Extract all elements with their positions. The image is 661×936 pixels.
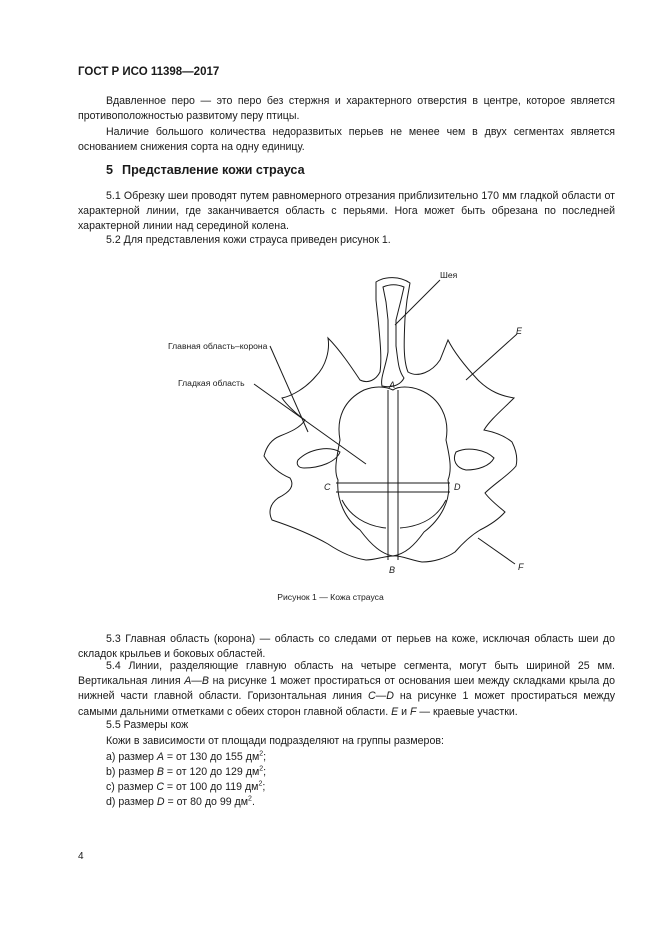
document-header: ГОСТ Р ИСО 11398—2017 (78, 66, 220, 78)
leader-neck (395, 280, 440, 325)
label-b: B (389, 565, 396, 575)
neck-inner-line (382, 285, 404, 387)
page-number: 4 (78, 851, 84, 862)
label-f: F (518, 562, 524, 572)
figure-caption: Рисунок 1 — Кожа страуса (277, 592, 384, 602)
size-item-d: d) размер D = от 80 до 99 $дм^2$. (106, 795, 255, 808)
label-e: E (516, 326, 523, 336)
section-5-title (106, 163, 305, 177)
label-c: C (324, 482, 331, 492)
label-d: D (454, 482, 461, 492)
section-number: 5 (106, 163, 114, 177)
size-item-c: c) размер C = от 100 до 119 $дм^2$; (106, 780, 266, 793)
leader-f (478, 538, 515, 564)
section-title-text: Представление кожи страуса (122, 163, 305, 177)
label-a: A (389, 380, 396, 390)
label-smooth: Гладкая область (178, 378, 245, 388)
paragraph-5-1: 5.1 Обрезку шеи проводят путем равномерного отрезания приблизительно 170 мм гладкой области от характерной линии, где заканчивается область с перьями. Нога может быть обрезана по последней характерной линии над серединой колена. (78, 190, 615, 233)
intro-paragraph-1: Вдавленное перо — это перо без стержня и характерного отверстия в центре, которое является противоположностью развитому перу птицы. (78, 95, 615, 123)
paragraph-5-2: 5.2 Для представления кожи страуса приведен рисунок 1. (106, 234, 391, 246)
crown-boundary (336, 387, 450, 556)
left-segment-line (342, 500, 386, 528)
intro-paragraph-2: Наличие большого количества недоразвитых перьев не менее чем в двух сегментах является основанием снижения сорта на одну единицу. (78, 126, 615, 154)
paragraph-5-4: 5.4 Линии, разделяющие главную область на четыре сегмента, могут быть шириной 25 мм. Вертикальная линия A—B на рисунке 1 может простираться от основания шеи между складками крыла до нижней части главной области. Горизонтальная линия C—D на рисунке 1 может простираться между самыми дальними отметками с обеих сторон главной области. E и F — краевые участки. (78, 660, 615, 718)
skin-outline (264, 278, 517, 562)
figure-ostrich-skin (0, 262, 661, 582)
ostrich-skin-diagram (0, 262, 661, 582)
size-item-b: b) размер B = от 120 до 129 $дм^2$; (106, 765, 267, 778)
right-wing-fold (454, 449, 494, 470)
paragraph-5-3: 5.3 Главная область (корона) — область со следами от перьев на коже, исключая область шеи до складок крыльев и боковых областей. (78, 633, 615, 661)
left-wing-fold (297, 449, 340, 468)
label-crown: Главная область–корона (168, 341, 268, 351)
leader-e (466, 334, 517, 380)
label-neck: Шея (440, 270, 458, 280)
size-item-a: a) размер A = от 130 до 155 $дм^2$; (106, 750, 267, 763)
paragraph-5-5-intro: Кожи в зависимости от площади подразделяют на группы размеров: (106, 735, 444, 747)
paragraph-5-5-title: 5.5 Размеры кож (106, 719, 189, 731)
right-segment-line (400, 500, 446, 528)
